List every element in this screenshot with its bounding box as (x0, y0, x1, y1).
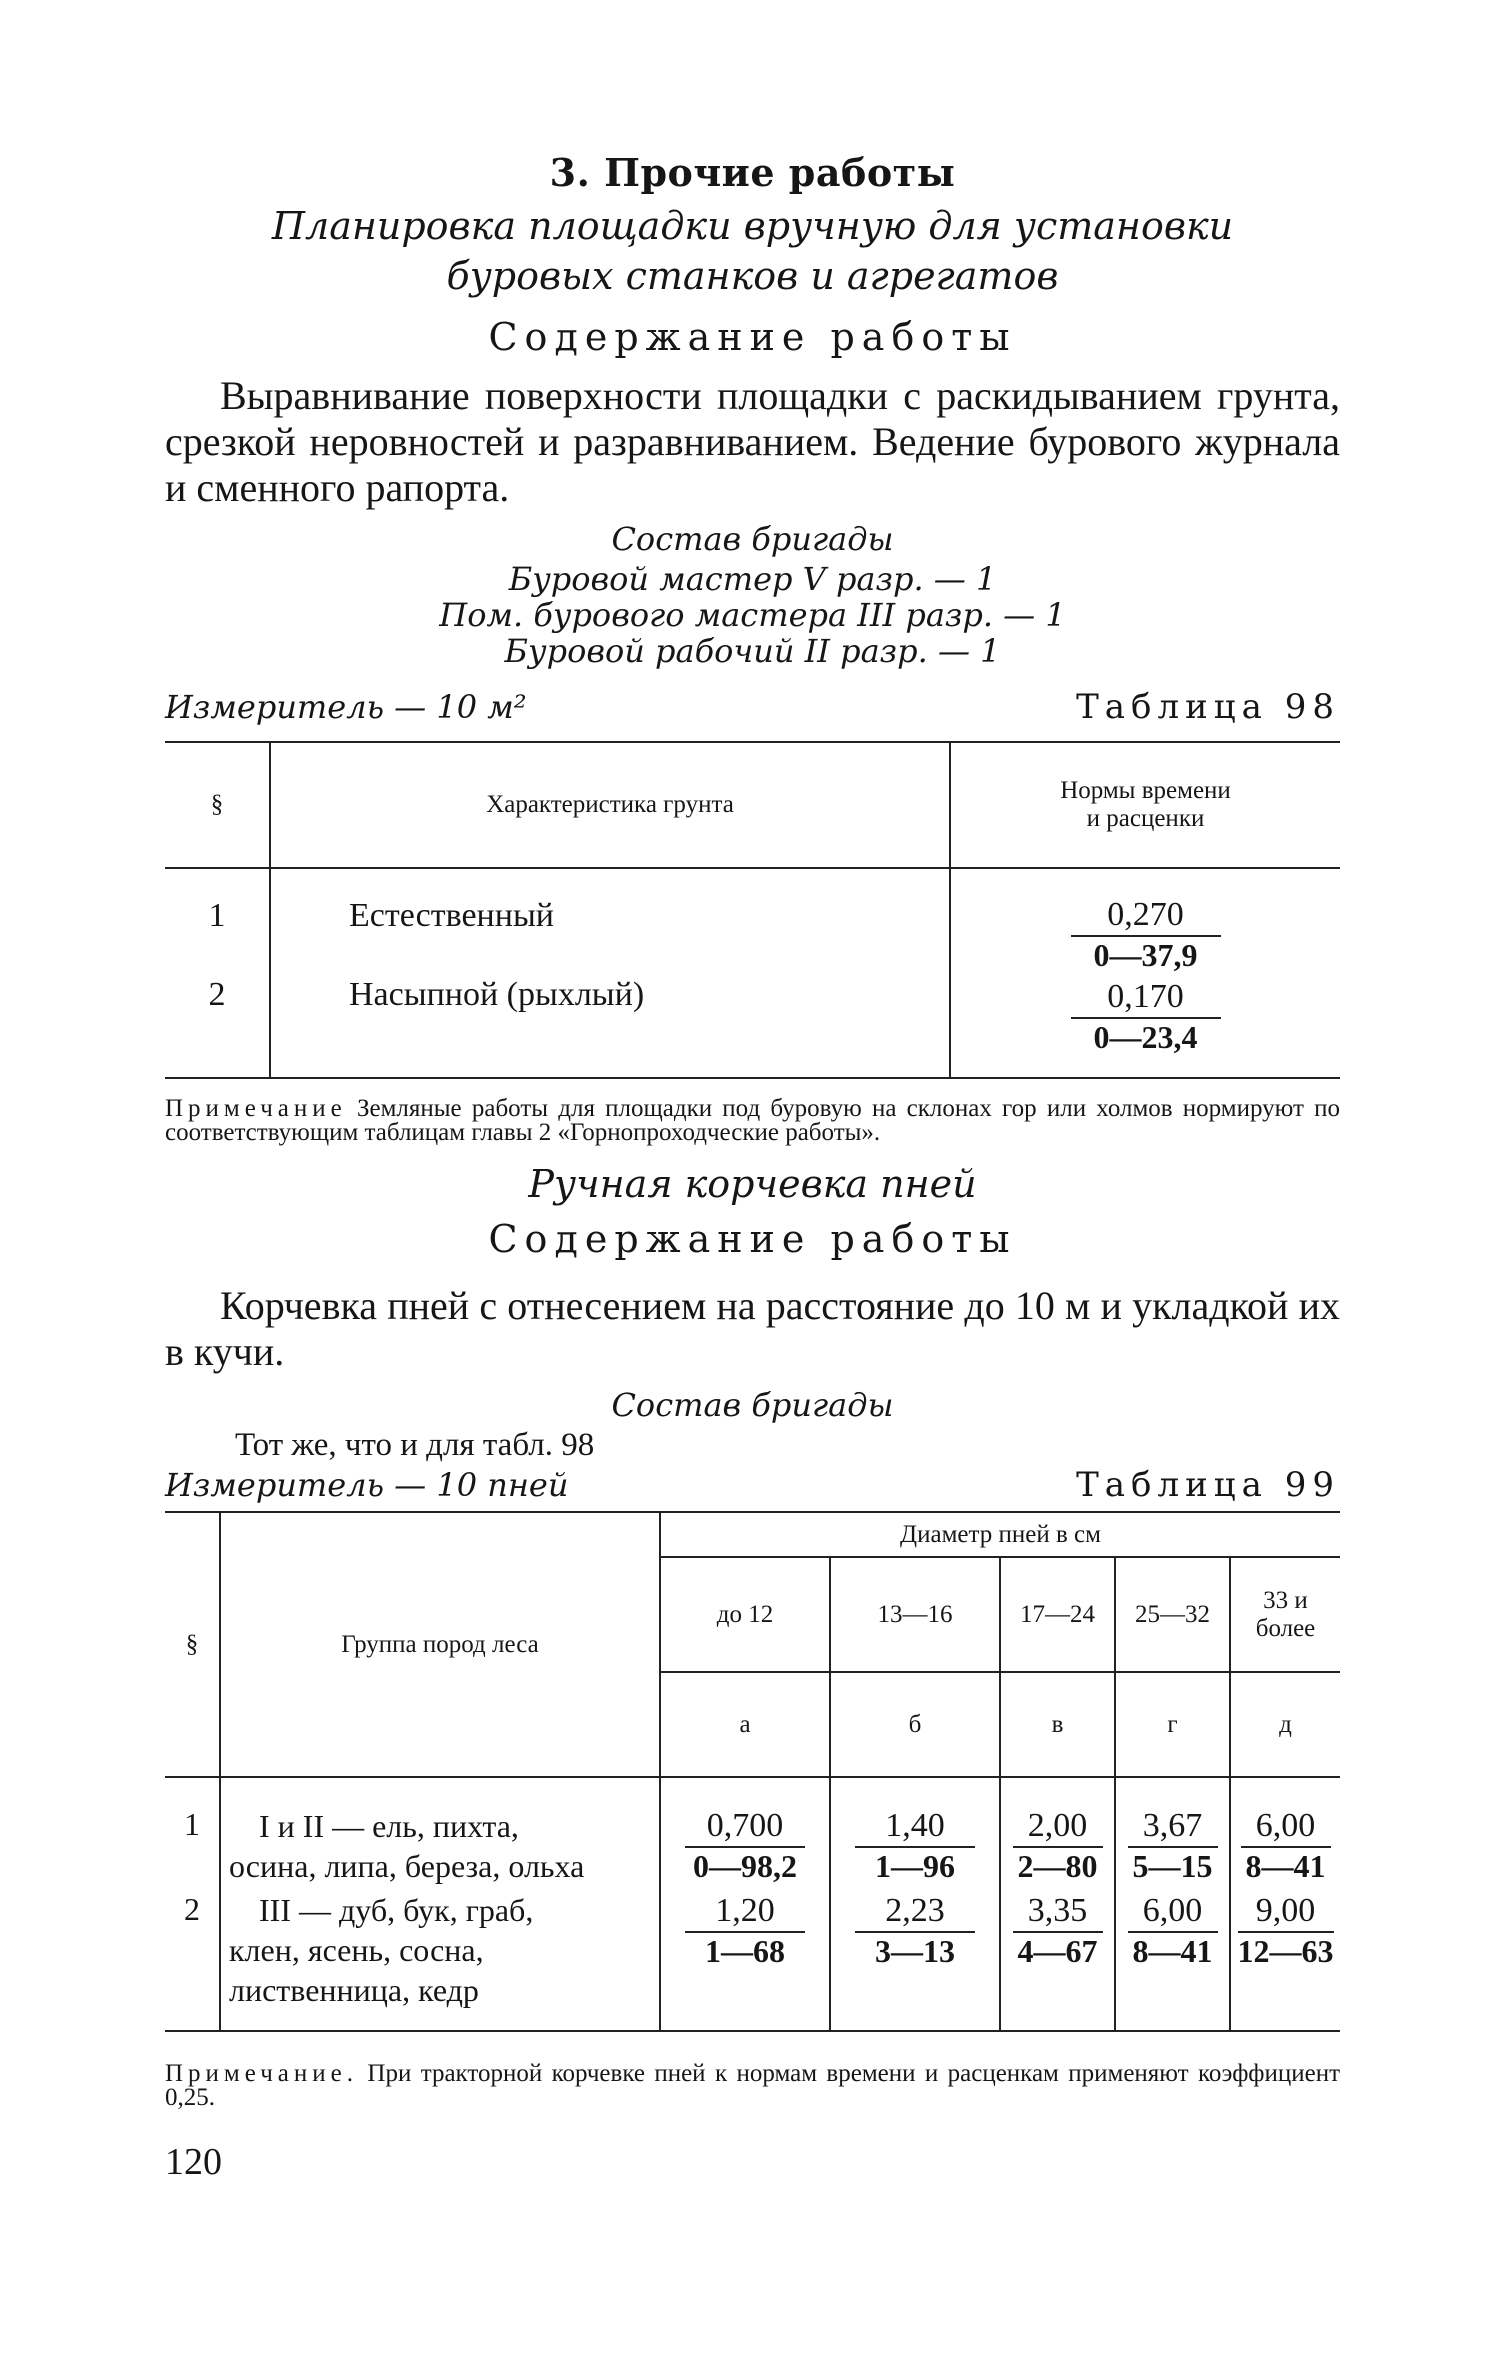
row-num: 1 (208, 897, 226, 934)
note-text: Земляные работы для площадки под буровую на склонах гор или холмов нормируют по соответствующим таблицам главы 2 «Горнопроходческие работы». (165, 1095, 1341, 1146)
letter-col-4: г (1115, 1672, 1230, 1777)
row-soil: Естественный (270, 868, 950, 976)
table98-measure: Измеритель — 10 м² (165, 688, 527, 726)
section-subtitle-line2: буровых станков и агрегатов (446, 254, 1059, 298)
row-norms (950, 868, 1340, 976)
col-header-num: § (165, 742, 270, 868)
cell (660, 1890, 830, 2031)
group-line2: осина, липа, береза, ольха (229, 1848, 585, 1884)
table-99 (165, 1511, 1340, 2032)
rate: 4—67 (1017, 1933, 1098, 1969)
time-norm: 1,40 (855, 1806, 975, 1848)
table-row (165, 976, 1340, 1078)
cell (1000, 1777, 1115, 1890)
cell (830, 1890, 1000, 2031)
rate: 8—41 (1245, 1848, 1326, 1884)
cell (1115, 1890, 1230, 2031)
section2-content-paragraph: Корчевка пней с отнесением на расстояние до 10 м и укладкой их в кучи. (165, 1283, 1340, 1374)
col-header-norms (950, 742, 1340, 868)
col-header-group: Группа пород леса (220, 1512, 660, 1777)
section2-crew-heading: Состав бригады (611, 1386, 894, 1424)
time-norm: 0,270 (1071, 895, 1221, 937)
time-norm: 6,00 (1128, 1891, 1218, 1933)
rate: 8—41 (1132, 1933, 1213, 1969)
note-text: При тракторной корчевке пней к нормам времени и расценкам применяют коэффициент 0,25. (165, 2060, 1340, 2111)
row-norms (950, 976, 1340, 1078)
table98-caption (165, 687, 1340, 727)
col-header-soil: Характеристика грунта (270, 742, 950, 868)
cell (1230, 1890, 1340, 2031)
table99-label: Таблица 99 (1076, 1465, 1340, 1505)
group-line1: III — дуб, бук, граб, (259, 1892, 534, 1928)
norms-header-line1: Нормы времени (1060, 777, 1231, 804)
table99-caption (165, 1465, 1340, 1505)
crew-heading: Состав бригады (611, 520, 894, 558)
cell (1115, 1777, 1230, 1890)
letter-col-1: а (660, 1672, 830, 1777)
row-num: 2 (208, 976, 226, 1013)
rate: 1—96 (875, 1848, 955, 1884)
row-num: 1 (184, 1806, 200, 1842)
table-row (165, 868, 1340, 976)
table-row (165, 1777, 1340, 1890)
crew-member-2: Пом. бурового мастера III разр. — 1 (439, 596, 1066, 634)
cell (1000, 1890, 1115, 2031)
table-98 (165, 741, 1340, 1079)
row-group (220, 1777, 660, 1890)
rate: 3—13 (875, 1933, 955, 1969)
diameter-col-3: 17—24 (1000, 1557, 1115, 1672)
section2-content-heading: Содержание работы (488, 1217, 1017, 1261)
time-norm: 9,00 (1238, 1891, 1334, 1933)
content-heading: Содержание работы (488, 315, 1017, 359)
cell (1230, 1777, 1340, 1890)
section-title: 3. Прочие работы (549, 150, 956, 195)
col-header-diameter: Диаметр пней в см (660, 1512, 1340, 1557)
table98-note (165, 1097, 1340, 1145)
group-line1: I и II — ель, пихта, (259, 1808, 519, 1844)
row-num: 2 (184, 1891, 200, 1927)
note-label: Примечание (165, 1095, 347, 1122)
diameter-col-2: 13—16 (830, 1557, 1000, 1672)
row-soil: Насыпной (рыхлый) (270, 976, 950, 1078)
section-subtitle-line1: Планировка площадки вручную для установки (271, 204, 1234, 248)
book-page (165, 150, 1340, 2184)
group-line2: клен, ясень, сосна, лиственница, кедр (229, 1932, 484, 2008)
section2-subtitle: Ручная корчевка пней (528, 1162, 977, 1206)
rate: 1—68 (705, 1933, 785, 1969)
diameter-col-4: 25—32 (1115, 1557, 1230, 1672)
crew-member-1: Буровой мастер V разр. — 1 (508, 560, 997, 598)
rate: 5—15 (1132, 1848, 1213, 1884)
crew-member-3: Буровой рабочий II разр. — 1 (504, 632, 1001, 670)
time-norm: 3,67 (1128, 1806, 1218, 1848)
content-paragraph: Выравнивание поверхности площадки с раскидыванием грунта, срезкой неровностей и разравниванием. Ведение бурового журнала и сменного рапорта. (165, 373, 1340, 510)
letter-col-5: д (1230, 1672, 1340, 1777)
norms-header-line2: и расценки (1086, 805, 1205, 832)
time-norm: 3,35 (1013, 1891, 1103, 1933)
rate: 2—80 (1017, 1848, 1098, 1884)
table98-label: Таблица 98 (1076, 687, 1340, 727)
time-norm: 1,20 (685, 1891, 805, 1933)
diameter-col-1: до 12 (660, 1557, 830, 1672)
table-row (165, 1890, 1340, 2031)
note-label: Примечание. (165, 2060, 359, 2087)
time-norm: 2,00 (1013, 1806, 1103, 1848)
row-group (220, 1890, 660, 2031)
table99-note (165, 2062, 1340, 2110)
diameter-col-5: 33 и более (1230, 1557, 1340, 1672)
cell (660, 1777, 830, 1890)
letter-col-2: б (830, 1672, 1000, 1777)
rate: 0—98,2 (693, 1848, 797, 1884)
time-norm: 2,23 (855, 1891, 975, 1933)
time-norm: 0,170 (1071, 977, 1221, 1019)
rate: 0—37,9 (1093, 937, 1198, 973)
cell (830, 1777, 1000, 1890)
table99-measure: Измеритель — 10 пней (165, 1466, 569, 1504)
col-header-num: § (185, 1630, 199, 1658)
rate: 12—63 (1237, 1933, 1334, 1969)
page-number: 120 (165, 2141, 222, 2183)
rate: 0—23,4 (1093, 1019, 1198, 1055)
section2-crew-text: Тот же, что и для табл. 98 (235, 1427, 595, 1463)
time-norm: 6,00 (1241, 1806, 1331, 1848)
letter-col-3: в (1000, 1672, 1115, 1777)
time-norm: 0,700 (685, 1806, 805, 1848)
